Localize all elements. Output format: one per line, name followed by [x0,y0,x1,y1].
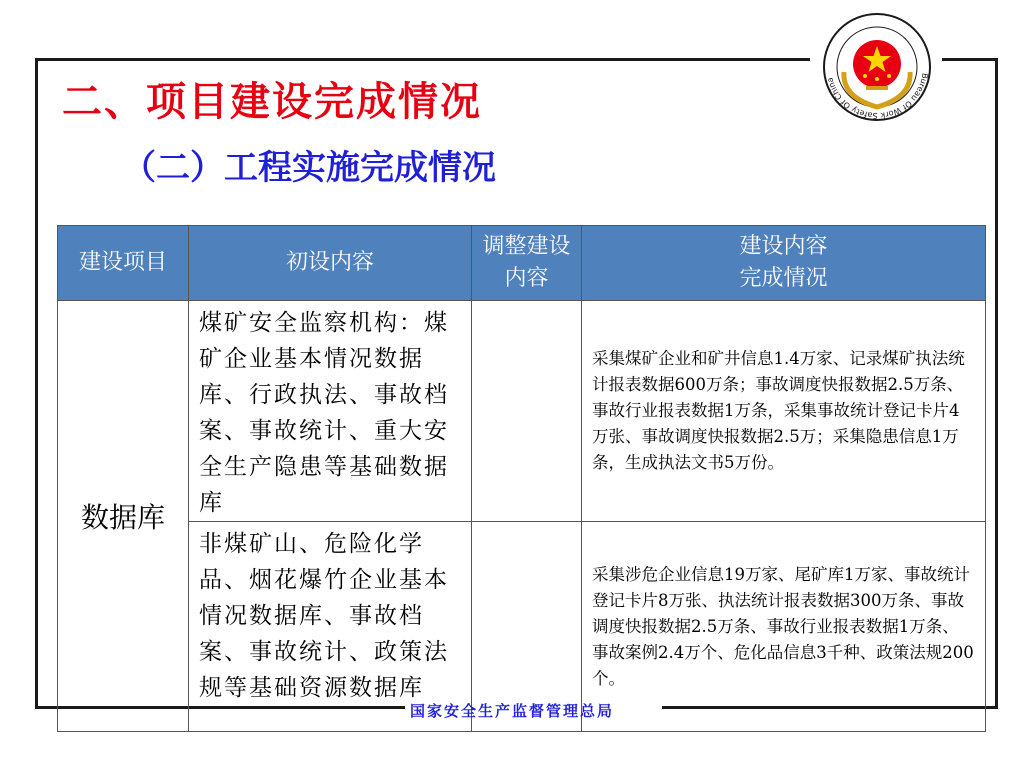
table-header-row [58,226,986,301]
header-result-line2: 完成情况 [739,266,828,291]
page-subtitle: （二）工程实施完成情况 [122,148,496,188]
cell-initial: 非煤矿山、危险化学品、烟花爆竹企业基本情况数据库、事故档案、事故统计、政策法规等基础资源数据库 [189,522,472,732]
header-result [582,226,986,301]
header-initial: 初设内容 [189,226,472,301]
header-project: 建设项目 [58,226,189,301]
header-adjusted: 调整建设内容 [472,226,582,301]
emblem-ring-text: Bureau Of Work Safety Of China [825,72,930,121]
cell-result: 采集涉危企业信息19万家、尾矿库1万家、事故统计登记卡片8万张、执法统计报表数据300万条、事故调度快报数据2.5万条、事故行业报表数据1万条、事故案例2.4万个、危化品信息3千种、政策法规200个。 [582,522,986,732]
frame-line-top-left [35,58,810,61]
cell-project-name: 数据库 [58,301,189,732]
frame-line-left [35,58,38,708]
footer-agency-name: 国家安全生产监督管理总局 [410,702,615,720]
frame-line-right [995,58,998,708]
agency-emblem-icon [822,12,932,122]
project-table [57,225,986,732]
header-result-line1: 建设内容 [739,234,828,259]
cell-initial: 煤矿安全监察机构：煤矿企业基本情况数据库、行政执法、事故档案、事故统计、重大安全生产隐患等基础数据库 [189,301,472,522]
page-title: 二、项目建设完成情况 [62,79,482,125]
cell-adjusted [472,301,582,522]
frame-line-top-right [942,58,998,61]
table-row [58,301,986,522]
cell-result: 采集煤矿企业和矿井信息1.4万家、记录煤矿执法统计报表数据600万条；事故调度快报数据2.5万条、事故行业报表数据1万条，采集事故统计登记卡片4万张、事故调度快报数据2.5万；采集隐患信息1万条，生成执法文书5万份。 [582,301,986,522]
